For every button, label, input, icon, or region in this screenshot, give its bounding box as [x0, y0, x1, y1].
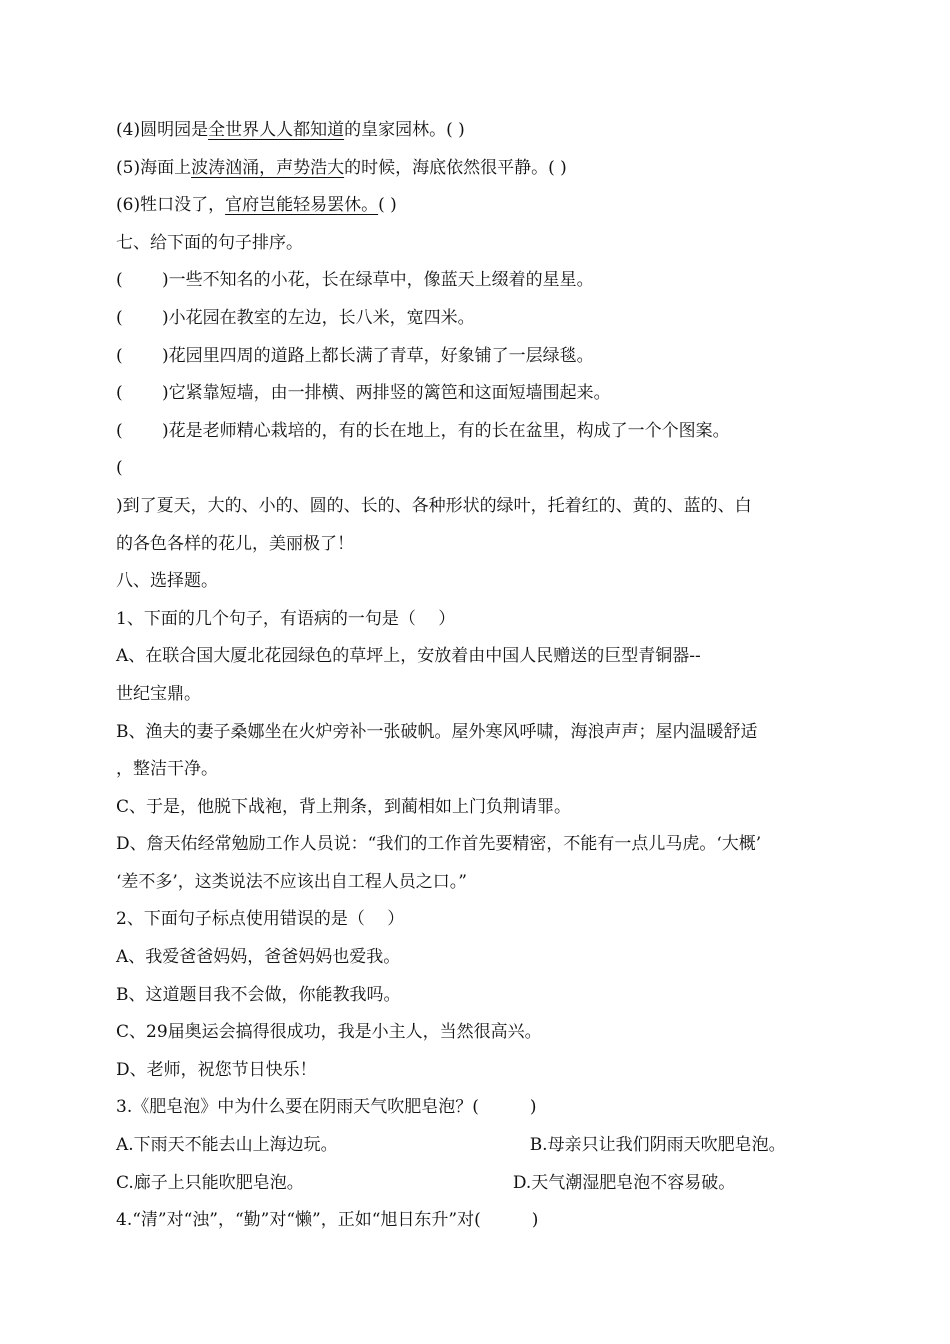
worksheet-page — [116, 112, 836, 1240]
question-1-option-a-cont: 世纪宝鼎。 — [116, 683, 201, 704]
question-3-option-c: C.廊子上只能吹肥皂泡。 — [116, 1172, 304, 1193]
q6-item-6: (6)牲口没了，官府岂能轻易罢休。( ) — [116, 195, 397, 216]
question-1-option-c: C、于是，他脱下战袍，背上荆条，到蔺相如上门负荆请罪。 — [116, 796, 572, 817]
sort-sentence-3: ( )花园里四周的道路上都长满了青草，好象铺了一层绿毯。 — [116, 345, 594, 366]
underlined-phrase: 官府岂能轻易罢休。 — [225, 195, 379, 216]
sort-sentence-6-bracket: ( — [116, 458, 123, 479]
sort-sentence-4: ( )它紧靠短墙，由一排横、两排竖的篱笆和这面短墙围起来。 — [116, 383, 611, 404]
question-1-option-d-cont: ‘差不多’，这类说法不应该出自工程人员之口。” — [116, 871, 467, 892]
question-1-option-a: A、在联合国大厦北花园绿色的草坪上，安放着由中国人民赠送的巨型青铜器-- — [116, 646, 701, 667]
question-1-option-d: D、詹天佑经常勉励工作人员说：“我们的工作首先要精密，不能有一点儿马虎。‘大概’ — [116, 834, 762, 855]
question-2-option-a: A、我爱爸爸妈妈，爸爸妈妈也爱我。 — [116, 947, 401, 968]
sort-sentence-5: ( )花是老师精心栽培的，有的长在地上，有的长在盆里，构成了一个个图案。 — [116, 420, 730, 441]
question-3-option-b: B.母亲只让我们阴雨天吹肥皂泡。 — [529, 1135, 786, 1156]
sort-sentence-1: ( )一些不知名的小花，长在绿草中，像蓝天上缀着的星星。 — [116, 270, 594, 291]
q6-item-5: (5)海面上波涛汹涌，声势浩大的时候，海底依然很平静。( ) — [116, 157, 567, 178]
underlined-phrase: 波涛汹涌，声势浩大 — [191, 157, 345, 178]
question-3-options-ab — [116, 1127, 836, 1165]
sort-sentence-6-line-2: 的各色各样的花儿，美丽极了！ — [116, 533, 354, 554]
question-3-stem: 3.《肥皂泡》中为什么要在阴雨天气吹肥皂泡？( ) — [116, 1097, 537, 1118]
question-2-stem: 2、下面句子标点使用错误的是（ ） — [116, 909, 405, 930]
section-7-heading: 七、给下面的句子排序。 — [116, 232, 303, 253]
question-3-option-d: D.天气潮湿肥皂泡不容易破。 — [512, 1172, 736, 1193]
question-4-stem: 4.“清”对“浊”，“勤”对“懒”，正如“旭日东升”对( ) — [116, 1210, 539, 1231]
question-2-option-c: C、29届奥运会搞得很成功，我是小主人，当然很高兴。 — [116, 1022, 542, 1043]
q6-item-4: (4)圆明园是全世界人人都知道的皇家园林。( ) — [116, 120, 465, 140]
sort-sentence-6-line-1: )到了夏天，大的、小的、圆的、长的、各种形状的绿叶，托着红的、黄的、蓝的、白 — [116, 495, 752, 516]
question-2-option-b: B、这道题目我不会做，你能教我吗。 — [116, 984, 401, 1005]
question-1-option-b-cont: ，整洁干净。 — [116, 759, 218, 780]
question-3-option-a: A.下雨天不能去山上海边玩。 — [116, 1135, 338, 1156]
question-1-stem: 1、下面的几个句子，有语病的一句是（ ） — [116, 608, 456, 629]
underlined-phrase: 全世界人人都知道 — [208, 120, 345, 140]
question-3-options-cd — [116, 1165, 836, 1203]
question-1-option-b: B、渔夫的妻子桑娜坐在火炉旁补一张破帆。屋外寒风呼啸，海浪声声；屋内温暖舒适 — [116, 721, 758, 742]
sort-sentence-2: ( )小花园在教室的左边，长八米，宽四米。 — [116, 307, 475, 328]
question-2-option-d: D、老师，祝您节日快乐！ — [116, 1059, 317, 1080]
section-8-heading: 八、选择题。 — [116, 571, 218, 592]
